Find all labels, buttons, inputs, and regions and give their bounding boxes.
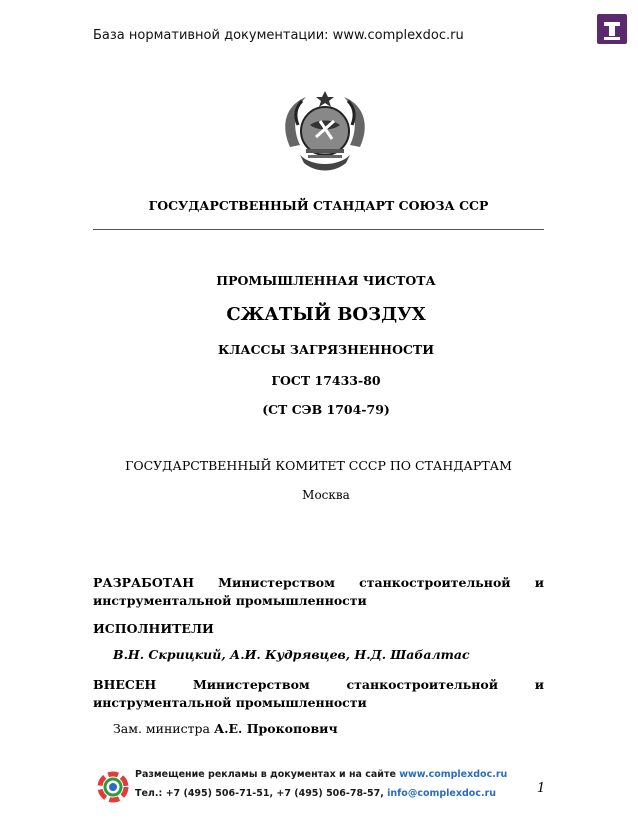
divider (93, 229, 544, 230)
developed-word-2: станкостроительной (359, 575, 511, 590)
introduced-word-3: и (534, 677, 544, 692)
doc-subtitle: КЛАССЫ ЗАГРЯЗНЕННОСТИ (217, 342, 435, 357)
page-number: 1 (537, 781, 546, 796)
ussr-emblem-icon (270, 85, 380, 177)
ad-site-link[interactable]: www.complexdoc.ru (399, 769, 508, 780)
introduced-line2: инструментальной промышленности (93, 695, 367, 710)
ad-line-2 (135, 788, 496, 799)
introduced-paragraph (93, 676, 544, 712)
introduced-word-2: станкостроительной (346, 677, 498, 692)
deputy-line (113, 721, 338, 736)
executors-names: В.Н. Скрицкий, А.И. Кудрявцев, Н.Д. Шабалтас (113, 647, 470, 662)
developed-word-3: и (534, 575, 544, 590)
developed-label: РАЗРАБОТАН (93, 575, 195, 590)
ad-line-1-text: Размещение рекламы в документах и на сайте (135, 769, 400, 780)
introduced-word-1: Министерством (192, 677, 310, 692)
ad-line-1 (135, 769, 507, 780)
committee-name: ГОСУДАРСТВЕННЫЙ КОМИТЕТ СССР ПО СТАНДАРТАМ (125, 458, 512, 473)
introduced-label: ВНЕСЕН (93, 677, 157, 692)
deputy-prefix: Зам. министра (113, 721, 210, 736)
gear-logo-icon (96, 770, 130, 804)
executors-label: ИСПОЛНИТЕЛИ (93, 621, 214, 636)
site-logo-icon[interactable] (597, 14, 627, 44)
state-standard-title: ГОСУДАРСТВЕННЫЙ СТАНДАРТ СОЮЗА ССР (148, 198, 489, 213)
city-name: Москва (302, 488, 350, 502)
developed-line2: инструментальной промышленности (93, 593, 367, 608)
doc-title: СЖАТЫЙ ВОЗДУХ (226, 304, 426, 325)
developed-word-1: Министерством (218, 575, 335, 590)
gost-number: ГОСТ 17433-80 (271, 373, 381, 388)
header-site-text: База нормативной документации: www.complexdoc.ru (93, 28, 464, 43)
sev-number: (СТ СЭВ 1704-79) (262, 402, 390, 417)
doc-subject: ПРОМЫШЛЕННАЯ ЧИСТОТА (216, 273, 436, 288)
ad-line-2-text: Тел.: +7 (495) 506-71-51, +7 (495) 506-78-57, (135, 788, 388, 799)
ad-email-link[interactable]: info@complexdoc.ru (387, 788, 497, 799)
developed-paragraph (93, 574, 544, 610)
deputy-name: А.Е. Прокопович (213, 721, 338, 736)
